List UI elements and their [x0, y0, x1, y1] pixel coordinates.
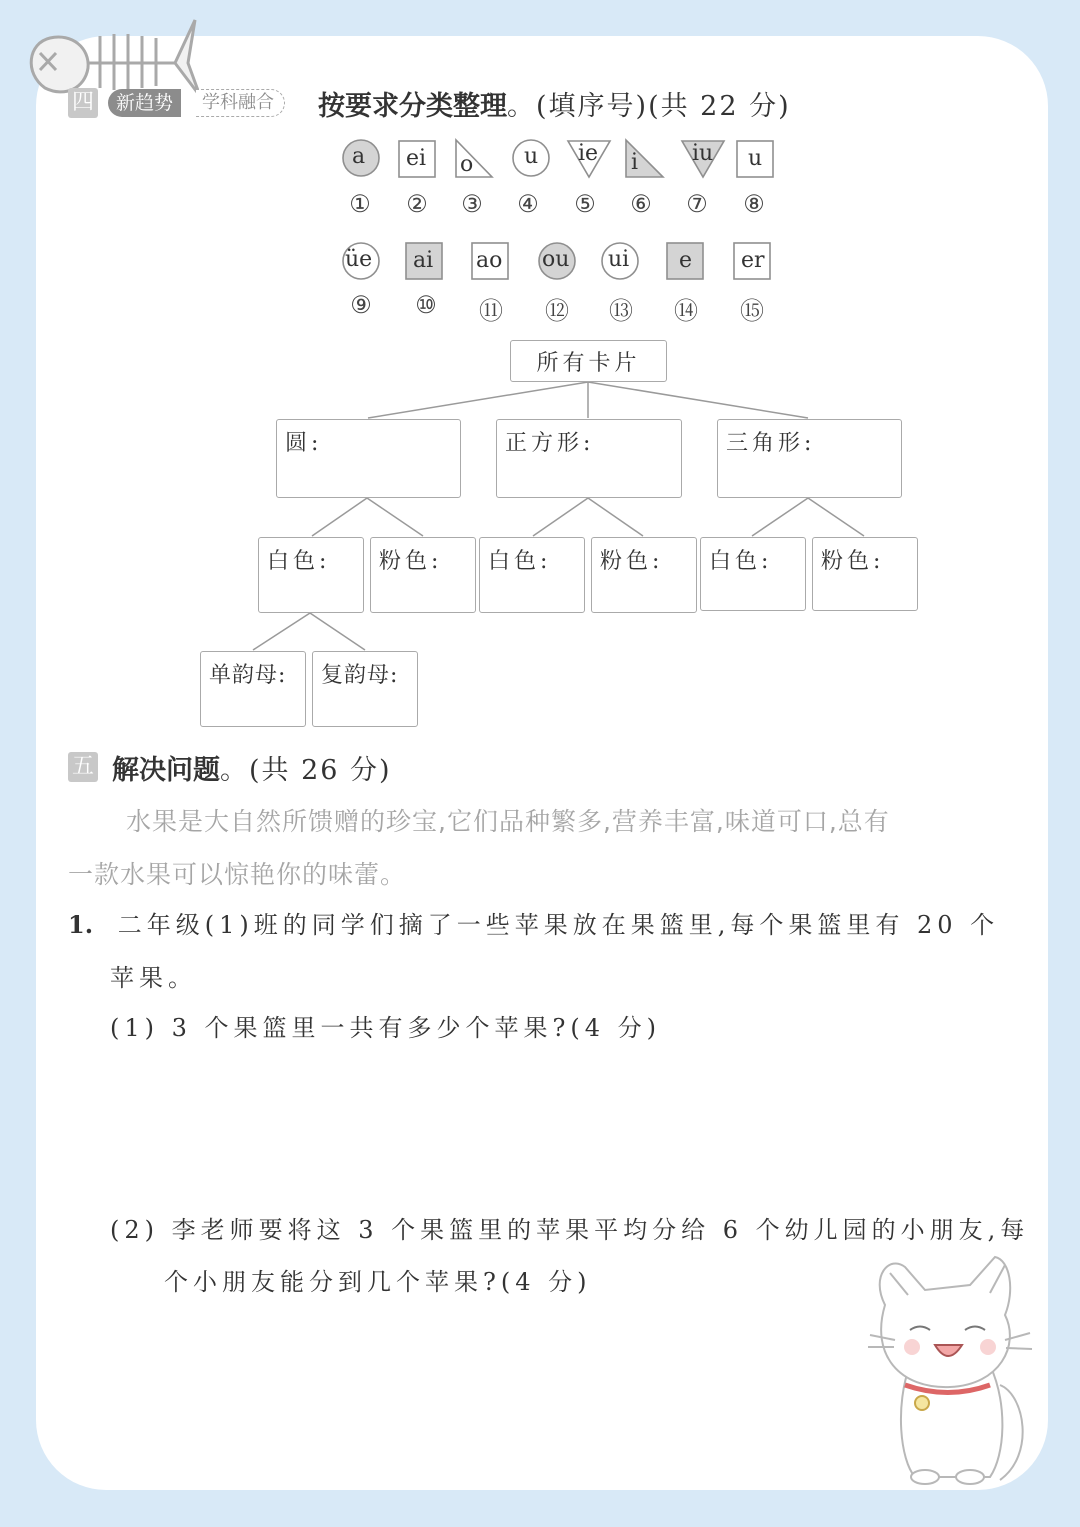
question-1-sub2-line1: (2) 李老师要将这 3 个果篮里的苹果平均分给 6 个幼儿园的小朋友,每	[110, 1216, 1030, 1244]
cat-illustration	[850, 1245, 1040, 1495]
card-12-text: ou	[542, 247, 570, 272]
triangle-box[interactable]: 三角形:	[717, 419, 902, 498]
subject-tag: 学科融合	[196, 89, 285, 117]
card-3-text: o	[460, 152, 474, 177]
card-13-number: ⑬	[609, 297, 633, 325]
square-pink-box[interactable]: 粉色:	[591, 537, 697, 613]
circle-white-box[interactable]: 白色:	[258, 537, 364, 613]
intro-paragraph-line2: 一款水果可以惊艳你的味蕾。	[68, 860, 407, 889]
card-8-number: ⑧	[743, 190, 765, 218]
section5-title-main: 解决问题	[112, 755, 220, 786]
square-white-box[interactable]: 白色:	[479, 537, 585, 613]
question-1-line2: 苹果。	[110, 964, 197, 992]
card-9-text: üe	[345, 247, 373, 272]
card-12-number: ⑫	[545, 297, 569, 325]
card-4-number: ④	[517, 190, 539, 218]
triangle-pink-box[interactable]: 粉色:	[812, 537, 918, 611]
card-6-number: ⑥	[630, 190, 652, 218]
circle-box[interactable]: 圆:	[276, 419, 461, 498]
square-box[interactable]: 正方形:	[496, 419, 682, 498]
section5-title-rest: 。(共 26 分)	[220, 755, 392, 786]
card-5-text: ie	[578, 141, 599, 166]
card-10-text: ai	[413, 248, 434, 273]
card-14-text: e	[679, 248, 693, 273]
card-14-number: ⑭	[674, 297, 698, 325]
card-1-text: a	[352, 144, 366, 169]
card-4-text: u	[524, 144, 539, 169]
root-box-all-cards: 所有卡片	[510, 340, 667, 382]
card-13-text: ui	[608, 247, 630, 272]
section4-title-main: 按要求分类整理	[318, 91, 507, 122]
card-11-text: ao	[476, 248, 503, 273]
card-15-number: ⑮	[740, 297, 764, 325]
card-10-number: ⑩	[415, 291, 437, 319]
card-2-number: ②	[406, 190, 428, 218]
card-15-text: er	[741, 248, 765, 273]
question-1-number: 1.	[68, 910, 94, 939]
card-7-number: ⑦	[686, 190, 708, 218]
trend-tag: 新趋势	[108, 89, 181, 117]
card-2-text: ei	[406, 146, 427, 171]
card-6-text: i	[631, 150, 639, 175]
question-1-sub1: (1) 3 个果篮里一共有多少个苹果?(4 分)	[110, 1014, 662, 1042]
simple-finals-box[interactable]: 单韵母:	[200, 651, 306, 727]
card-1-number: ①	[349, 190, 371, 218]
card-11-number: ⑪	[479, 297, 503, 325]
card-3-number: ③	[461, 190, 483, 218]
question-1-sub2-line2: 个小朋友能分到几个苹果?(4 分)	[164, 1268, 592, 1296]
card-9-number: ⑨	[350, 291, 372, 319]
section-number-4: 四	[68, 88, 98, 118]
section5-title	[112, 748, 392, 787]
question-1-line1	[68, 905, 999, 940]
card-7-text: iu	[692, 141, 714, 166]
compound-finals-box[interactable]: 复韵母:	[312, 651, 418, 727]
section-number-5: 五	[68, 752, 98, 782]
circle-pink-box[interactable]: 粉色:	[370, 537, 476, 613]
card-8-text: u	[748, 146, 763, 171]
triangle-white-box[interactable]: 白色:	[700, 537, 806, 611]
intro-paragraph-line1: 水果是大自然所馈赠的珍宝,它们品种繁多,营养丰富,味道可口,总有	[126, 807, 890, 836]
card-5-number: ⑤	[574, 190, 596, 218]
question-1-text: 二年级(1)班的同学们摘了一些苹果放在果篮里,每个果篮里有 20 个	[117, 911, 1000, 939]
section4-title-rest: 。(填序号)(共 22 分)	[507, 91, 791, 122]
